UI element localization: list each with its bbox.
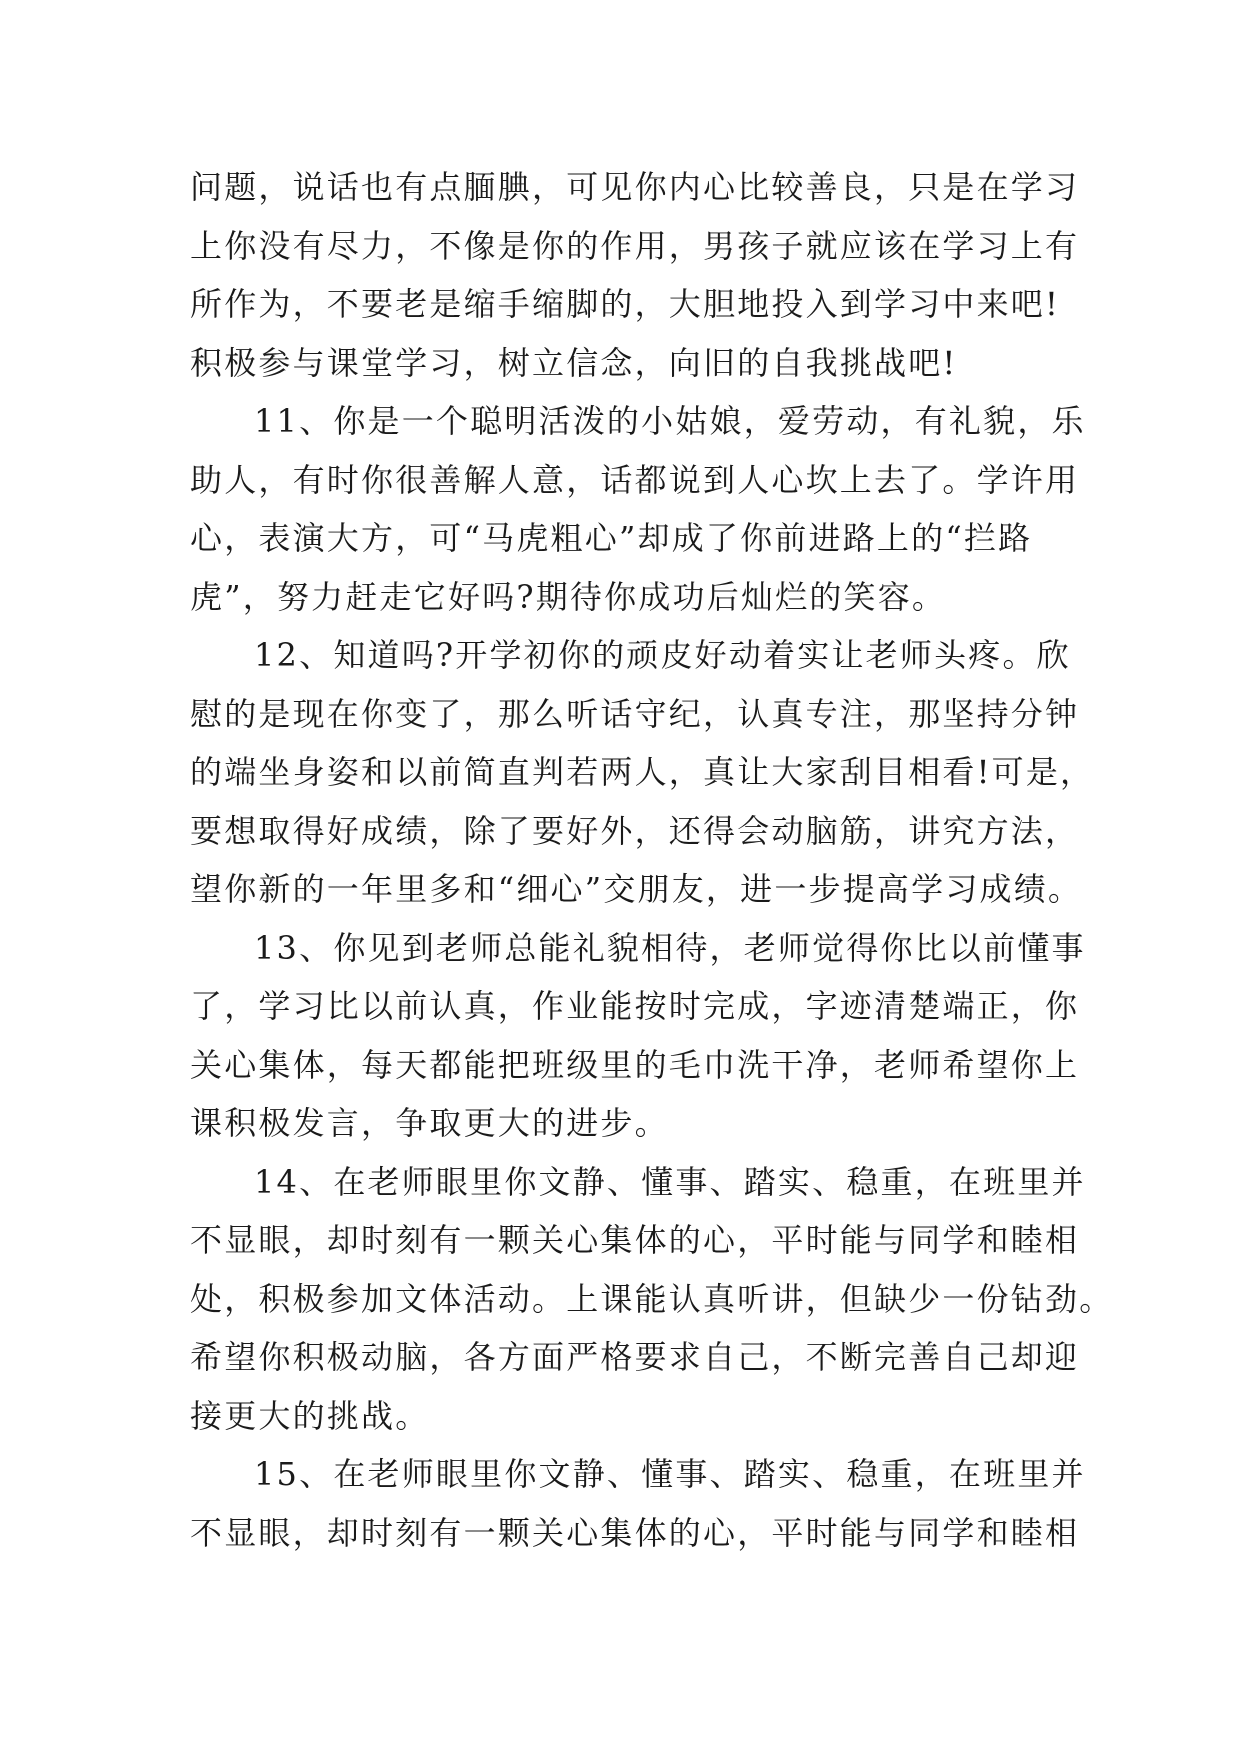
text-line: 心，表演大方，可“马虎粗心”却成了你前进路上的“拦路 <box>190 519 1033 557</box>
text-line: 了，学习比以前认真，作业能按时完成，字迹清楚端正，你 <box>190 987 1080 1025</box>
text-line: 所作为，不要老是缩手缩脚的，大胆地投入到学习中来吧! <box>190 285 1061 323</box>
text-line: 希望你积极动脑，各方面严格要求自己，不断完善自己却迎 <box>190 1338 1080 1376</box>
text-line: 问题，说话也有点腼腆，可见你内心比较善良，只是在学习 <box>190 168 1080 206</box>
paragraph-first-line: 13、你见到老师总能礼貌相待，老师觉得你比以前懂事 <box>254 928 1086 967</box>
text-line: 慰的是现在你变了，那么听话守纪，认真专注，那坚持分钟 <box>190 694 1080 733</box>
text-line: 的端坐身姿和以前简直判若两人，真让大家刮目相看!可是， <box>190 753 1095 791</box>
text-line: 接更大的挑战。 <box>190 1396 430 1435</box>
paragraph-first-line: 11、你是一个聪明活泼的小姑娘，爱劳动，有礼貌，乐 <box>254 402 1086 440</box>
text-line: 课积极发言，争取更大的进步。 <box>190 1104 669 1142</box>
text-line: 望你新的一年里多和“细心”交朋友，进一步提高学习成绩。 <box>190 870 1083 908</box>
text-line: 助人，有时你很善解人意，话都说到人心坎上去了。学许用 <box>190 460 1080 499</box>
document-body <box>190 158 1114 1562</box>
paragraph-first-line: 12、知道吗?开学初你的顽皮好动着实让老师头疼。欣 <box>254 636 1071 674</box>
paragraph-first-line: 14、在老师眼里你文静、懂事、踏实、稳重，在班里并 <box>254 1162 1086 1201</box>
text-line: 积极参与课堂学习，树立信念，向旧的自我挑战吧! <box>190 343 958 382</box>
text-line: 不显眼，却时刻有一颗关心集体的心，平时能与同学和睦相 <box>190 1513 1080 1552</box>
text-line: 处，积极参加文体活动。上课能认真听讲，但缺少一份钻劲。 <box>190 1279 1114 1318</box>
paragraph-first-line: 15、在老师眼里你文静、懂事、踏实、稳重，在班里并 <box>254 1455 1086 1493</box>
text-line: 虎”，努力赶走它好吗?期待你成功后灿烂的笑容。 <box>190 577 947 616</box>
text-line: 上你没有尽力，不像是你的作用，男孩子就应该在学习上有 <box>190 226 1080 265</box>
text-line: 要想取得好成绩，除了要好外，还得会动脑筋，讲究方法， <box>190 811 1080 850</box>
text-line: 不显眼，却时刻有一颗关心集体的心，平时能与同学和睦相 <box>190 1221 1080 1259</box>
text-line: 关心集体，每天都能把班级里的毛巾洗干净，老师希望你上 <box>190 1045 1080 1084</box>
